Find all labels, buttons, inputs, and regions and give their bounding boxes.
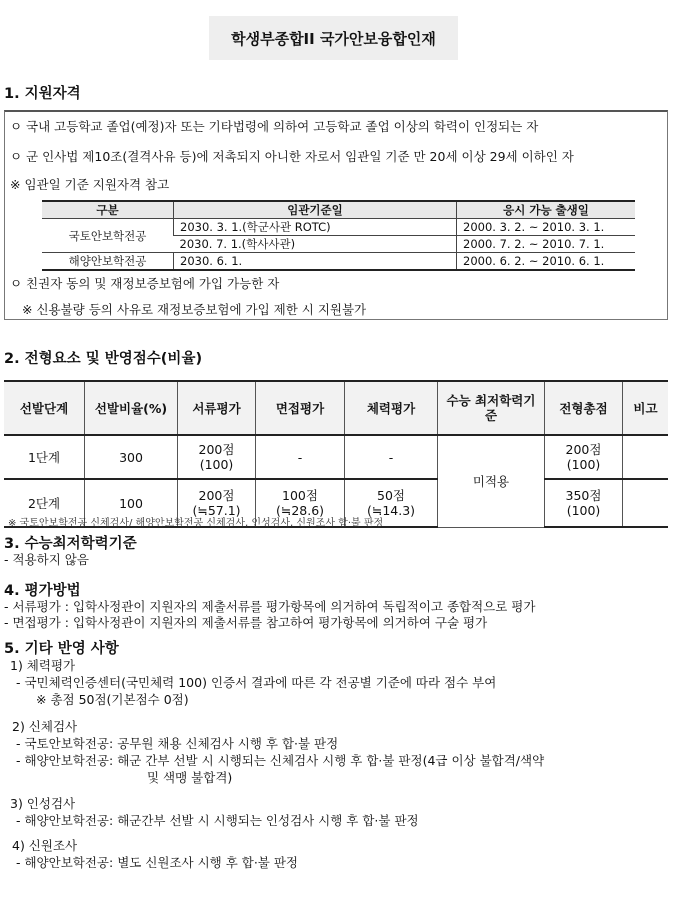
col-header: 응시 가능 출생일 xyxy=(457,201,636,219)
col-header: 전형총점 xyxy=(545,381,623,435)
text-line: 4) 신원조사 xyxy=(12,838,78,853)
eligibility-item: ㅇ 국내 고등학교 졸업(예정)자 또는 기타법령에 의하여 고등학교 졸업 이상의 학력이 인정되는 자 xyxy=(10,119,539,134)
text-line: - 적용하지 않음 xyxy=(4,552,89,567)
cell: 2단계 xyxy=(4,479,85,527)
commission-date-table xyxy=(42,200,635,271)
text-line: - 국토안보학전공: 공무원 채용 신체검사 시행 후 합·불 판정 xyxy=(16,736,339,751)
selection-table xyxy=(4,380,668,528)
table-row xyxy=(4,435,668,479)
eligibility-item: ㅇ 친권자 동의 및 재정보증보험에 가입 가능한 자 xyxy=(10,276,280,291)
section-5-heading: 5. 기타 반영 사항 xyxy=(4,641,119,657)
cell xyxy=(623,435,669,479)
col-header: 면접평가 xyxy=(256,381,345,435)
col-header: 선발단계 xyxy=(4,381,85,435)
page-title: 학생부종합II 국가안보융합인재 xyxy=(209,16,458,60)
cell: 100점 (≒28.6) xyxy=(256,479,345,527)
cell: 200점 (≒57.1) xyxy=(178,479,256,527)
major-cell: 해양안보학전공 xyxy=(42,253,174,271)
col-header: 비고 xyxy=(623,381,669,435)
text-line: 1) 체력평가 xyxy=(10,658,76,673)
date-cell: 2030. 6. 1. xyxy=(174,253,457,271)
birth-cell: 2000. 7. 2. ~ 2010. 7. 1. xyxy=(457,236,636,253)
date-cell: 2030. 7. 1.(학사사관) xyxy=(174,236,457,253)
text-line: - 면접평가 : 입학사정관이 지원자의 제출서류를 참고하여 평가항목에 의거하여 구술 평가 xyxy=(4,615,488,630)
col-header: 구분 xyxy=(42,201,174,219)
col-header: 선발비율(%) xyxy=(85,381,178,435)
cell: 100 xyxy=(85,479,178,527)
col-header: 체력평가 xyxy=(345,381,438,435)
birth-cell: 2000. 3. 2. ~ 2010. 3. 1. xyxy=(457,219,636,236)
col-header: 수능 최저학력기준 xyxy=(438,381,545,435)
eligibility-item: ㅇ 군 인사법 제10조(결격사유 등)에 저촉되지 아니한 자로서 임관일 기준 만 20세 이상 29세 이하인 자 xyxy=(10,149,574,164)
cell: 미적용 xyxy=(438,435,545,527)
date-cell: 2030. 3. 1.(학군사관 ROTC) xyxy=(174,219,457,236)
major-cell: 국토안보학전공 xyxy=(42,219,174,253)
cell: - xyxy=(345,435,438,479)
text-line: - 해양안보학전공: 해군간부 선발 시 시행되는 인성검사 시행 후 합·불 판정 xyxy=(16,813,419,828)
section-4-heading: 4. 평가방법 xyxy=(4,583,81,599)
text-line: ※ 총점 50점(기본점수 0점) xyxy=(36,692,189,707)
cell: 200점 (100) xyxy=(545,435,623,479)
text-line: 및 색맹 불합격) xyxy=(147,770,233,785)
cell: - xyxy=(256,435,345,479)
birth-cell: 2000. 6. 2. ~ 2010. 6. 1. xyxy=(457,253,636,271)
cell: 1단계 xyxy=(4,435,85,479)
cell: 350점 (100) xyxy=(545,479,623,527)
section-3-heading: 3. 수능최저학력기준 xyxy=(4,536,137,552)
table-row xyxy=(42,219,635,236)
table-row xyxy=(42,253,635,271)
col-header: 서류평가 xyxy=(178,381,256,435)
cell: 200점 (100) xyxy=(178,435,256,479)
section-1-heading: 1. 지원자격 xyxy=(4,86,81,102)
text-line: 3) 인성검사 xyxy=(10,796,76,811)
cell: 300 xyxy=(85,435,178,479)
cell xyxy=(623,479,669,527)
eligibility-note: ※ 신용불량 등의 사유로 재정보증보험에 가입 제한 시 지원불가 xyxy=(22,302,367,317)
text-line: - 해양안보학전공: 별도 신원조사 시행 후 합·불 판정 xyxy=(16,855,299,870)
eligibility-note: ※ 임관일 기준 지원자격 참고 xyxy=(10,177,170,192)
section-2-heading: 2. 전형요소 및 반영점수(비율) xyxy=(4,351,203,367)
text-line: - 서류평가 : 입학사정관이 지원자의 제출서류를 평가항목에 의거하여 독립적이고 종합적으로 평가 xyxy=(4,599,536,614)
table-footnote: ※ 국토안보학전공 신체검사/ 해양안보학전공 신체검사, 인성검사, 신원조사 합·불 판정 xyxy=(8,518,384,529)
text-line: 2) 신체검사 xyxy=(12,719,78,734)
col-header: 임관기준일 xyxy=(174,201,457,219)
text-line: - 해양안보학전공: 해군 간부 선발 시 시행되는 신체검사 시행 후 합·불 판정(4급 이상 불합격/색약 xyxy=(16,753,545,768)
text-line: - 국민체력인증센터(국민체력 100) 인증서 결과에 따른 각 전공별 기준에 따라 점수 부여 xyxy=(16,675,497,690)
cell: 50점 (≒14.3) xyxy=(345,479,438,527)
